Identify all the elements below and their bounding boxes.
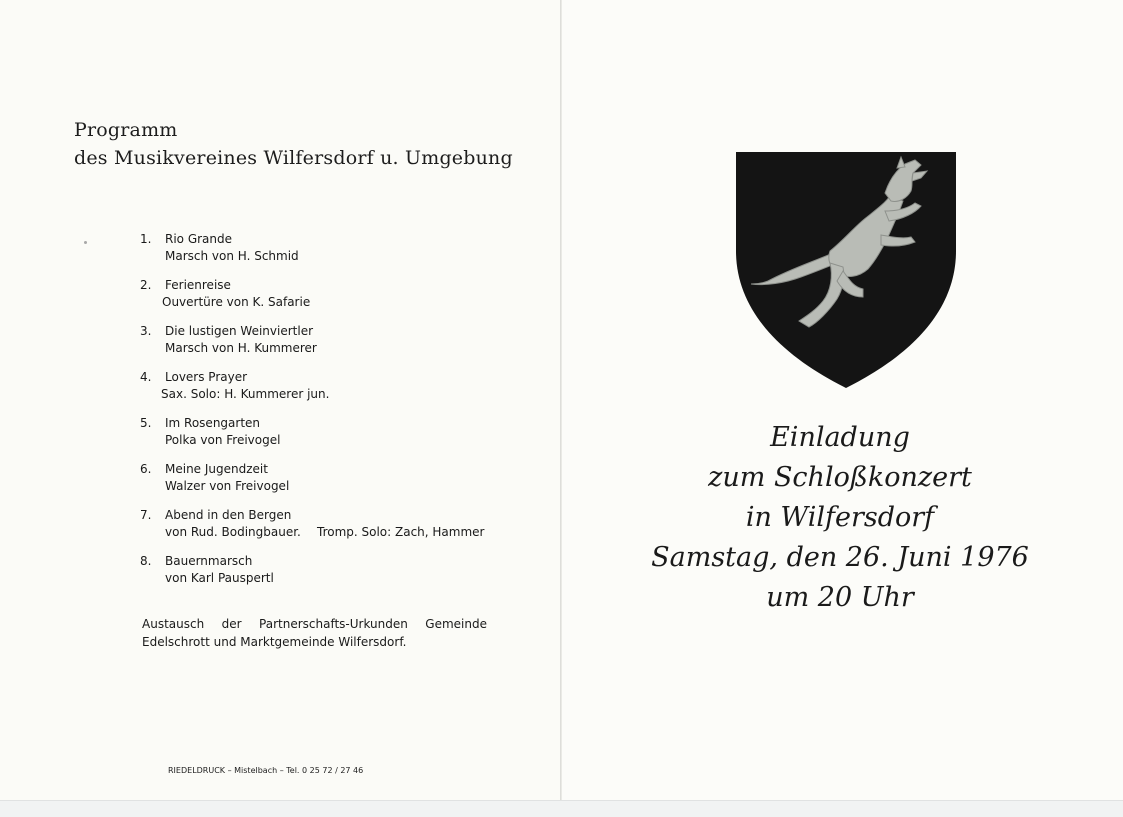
item-number: 7. xyxy=(140,508,152,522)
program-item xyxy=(140,553,500,599)
invitation-location: in Wilfersdorf xyxy=(745,502,935,533)
invitation-text xyxy=(590,418,1090,618)
item-number: 8. xyxy=(140,554,152,568)
invitation-page xyxy=(562,0,1123,800)
item-soloist: Tromp. Solo: Zach, Hammer xyxy=(317,525,485,539)
item-title: Lovers Prayer xyxy=(165,370,248,384)
item-detail: Sax. Solo: H. Kummerer jun. xyxy=(161,387,330,401)
item-number: 6. xyxy=(140,462,152,476)
item-number: 2. xyxy=(140,278,152,292)
item-number: 5. xyxy=(140,416,152,430)
item-title: Im Rosengarten xyxy=(165,416,261,430)
item-title: Ferienreise xyxy=(165,278,231,292)
printer-imprint: RIEDELDRUCK – Mistelbach – Tel. 0 25 72 / 27 46 xyxy=(168,766,364,775)
program-item xyxy=(140,323,500,369)
program-item xyxy=(140,415,500,461)
program-item xyxy=(140,461,500,507)
item-number: 4. xyxy=(140,370,152,384)
item-title: Meine Jugendzeit xyxy=(165,462,268,476)
item-detail: Walzer von Freivogel xyxy=(165,479,290,493)
invitation-time: um 20 Uhr xyxy=(766,582,914,613)
invitation-date: Samstag, den 26. Juni 1976 xyxy=(651,542,1029,573)
item-title: Abend in den Bergen xyxy=(165,508,292,522)
scan-edge xyxy=(0,800,1123,817)
program-list xyxy=(140,231,500,599)
item-title: Bauernmarsch xyxy=(165,554,253,568)
item-detail: von Karl Pauspertl xyxy=(165,571,274,585)
program-item xyxy=(140,277,500,323)
header-subtitle: des Musikvereines Wilfersdorf u. Umgebung xyxy=(74,147,513,169)
program-header xyxy=(74,116,513,172)
item-title: Rio Grande xyxy=(165,232,233,246)
wolf-shield-icon xyxy=(735,151,957,389)
item-detail: Polka von Freivogel xyxy=(165,433,281,447)
paper-speck xyxy=(84,241,87,244)
program-item xyxy=(140,231,500,277)
program-page xyxy=(0,0,560,800)
item-number: 3. xyxy=(140,324,152,338)
program-item xyxy=(140,369,500,415)
item-detail: Ouvertüre von K. Safarie xyxy=(162,295,311,309)
item-detail: Marsch von H. Schmid xyxy=(165,249,299,263)
item-number: 1. xyxy=(140,232,152,246)
header-title: Programm xyxy=(74,119,178,141)
exchange-note: Austausch der Partnerschafts-Urkunden Gemeinde Edelschrott und Marktgemeinde Wilfersdorf. xyxy=(142,617,487,649)
invitation-title: Einladung xyxy=(770,422,910,453)
item-detail: von Rud. Bodingbauer. xyxy=(165,525,301,539)
invitation-event: zum Schloßkonzert xyxy=(708,462,972,493)
item-detail: Marsch von H. Kummerer xyxy=(165,341,317,355)
program-item xyxy=(140,507,500,553)
item-title: Die lustigen Weinviertler xyxy=(165,324,314,338)
